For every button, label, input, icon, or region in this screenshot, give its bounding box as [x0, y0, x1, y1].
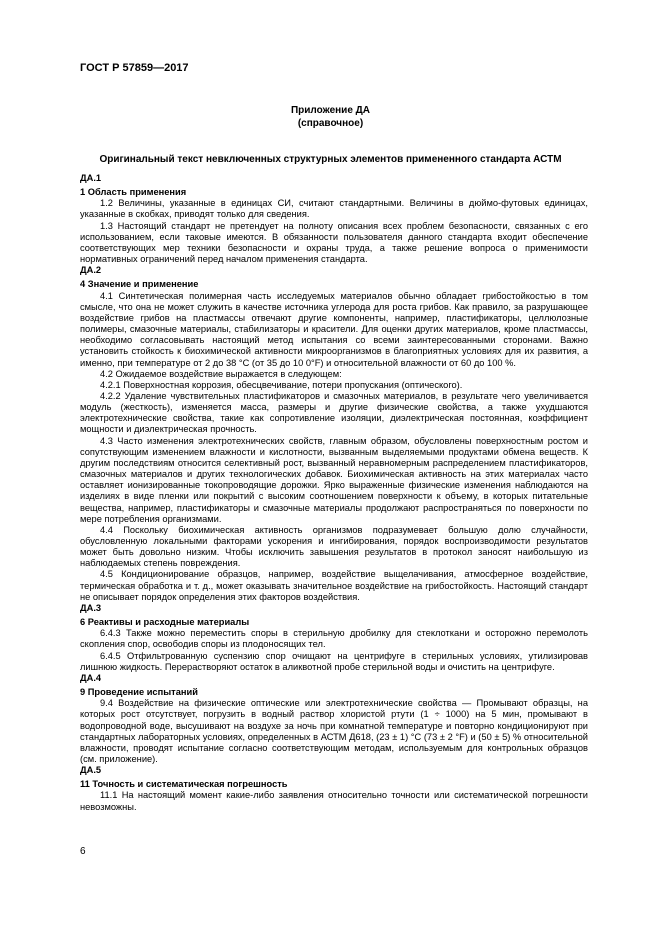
- section: [80, 173, 588, 265]
- section: [80, 603, 588, 673]
- section: [80, 765, 588, 813]
- section: [80, 265, 588, 603]
- clause-heading: 11 Точность и систематическая погрешность: [80, 779, 288, 790]
- paragraph: 4.2.2 Удаление чувствительных пластификаторов и смазочных материалов, в результате чего увеличивается модуль (жесткость), изменяется масса, размеры и другие физические свойства, а также ухудшаются электротехнические свойства, такие как сопротивление изоляции, диэлектрическая постоянная, коэффициент мощности и диэлектрическая прочность.: [80, 390, 588, 435]
- section: [80, 673, 588, 765]
- paragraph: 4.2.1 Поверхностная коррозия, обесцвечивание, потери пропускания (оптического).: [100, 379, 463, 390]
- annex-note: (справочное): [297, 118, 364, 129]
- paragraph: 11.1 На настоящий момент какие-либо заявления относительно точности или систематической погрешности невозможны.: [80, 790, 588, 812]
- paragraph: 6.4.5 Отфильтрованную суспензию спор очищают на центрифуге в стерильных условиях, утилизировав лишнюю жидкость. Перерастворяют остаток в аликвотной пробе стерильной воды и очистить на центрифуге.: [80, 650, 588, 672]
- section-id: ДА.3: [80, 602, 102, 613]
- clause-heading: 6 Реактивы и расходные материалы: [80, 617, 250, 628]
- paragraph: 4.2 Ожидаемое воздействие выражается в следующем:: [100, 368, 342, 379]
- section-id: ДА.4: [80, 672, 102, 683]
- clause-heading: 1 Область применения: [80, 187, 187, 198]
- clause-heading: 9 Проведение испытаний: [80, 687, 198, 698]
- paragraph: 4.4 Поскольку биохимическая активность организмов подразумевает большую долю случайности, обусловленную локальными факторами ускорения и ингибирования, порядок воспроизводимости результатов может быть довольно низким. Чтобы исключить завышения результатов в протокол заносят наибольшую из наблюдаемых степень повреждения.: [80, 524, 588, 569]
- annex-title: Приложение ДА: [290, 105, 371, 116]
- paragraph: 4.1 Синтетическая полимерная часть исследуемых материалов обычно обладает грибостойкостью в том смысле, что она не может служить в качестве источника углерода для роста грибов. Как правило, за разрушающее воздействие грибов на пластмассы отвечают другие компоненты, например, пластификаторы, целлюлозные полимеры, смазочные материалы, стабилизаторы и красители. Для оценки других материалов, кроме пластмассы, необходимо согласовывать настоящий метод испытания со всеми заинтересованными сторонами. Важно установить стойкость к биохимической активности микроорганизмов в благоприятных условиях для их развития, а именно, при температуре от 2 до 38 °C (от 35 до 10 0°F) и относительной влажности от 60 до 100 %.: [80, 290, 588, 368]
- document-code: ГОСТ Р 57859—2017: [80, 62, 189, 74]
- page-number: 6: [80, 846, 86, 857]
- paragraph: 4.5 Кондиционирование образцов, например, воздействие выщелачивания, атмосферное воздействие, термическая обработка и т. д., может оказывать значительное воздействие на грибостойкость. Настоящий стандарт не описывает порядок определения этих факторов воздействия.: [80, 569, 588, 602]
- paragraph: 1.3 Настоящий стандарт не претендует на полноту описания всех проблем безопасности, связанных с его использованием, если таковые имеются. В обязанности пользователя данного стандарта входит обеспечение соответствующих мер техники безопасности и охраны труда, а также решение вопроса о применимости нормативных ограничений перед началом применения стандарта.: [80, 220, 588, 265]
- document-body: [80, 173, 588, 813]
- clause-heading: 4 Значение и применение: [80, 279, 199, 290]
- paragraph: 6.4.3 Также можно переместить споры в стерильную дробилку для стеклоткани и осторожно перемолоть скопления спор, освободив споры из плодоносящих тел.: [80, 628, 588, 650]
- section-id: ДА.1: [80, 173, 102, 183]
- section-id: ДА.5: [80, 765, 102, 776]
- section-id: ДА.2: [80, 265, 102, 276]
- paragraph: 1.2 Величины, указанные в единицах СИ, считают стандартными. Величины в дюймо-футовых единицах, указанные в скобках, приводят только для сведения.: [80, 198, 588, 220]
- document-title: Оригинальный текст невключенных структурных элементов примененного стандарта АСТМ: [99, 154, 562, 165]
- paragraph: 4.3 Часто изменения электротехнических свойств, главным образом, обусловлены поверхностным ростом и сопутствующим изменением влажности и кислотности, вызванным выделяемыми продуктами обмена веществ. К другим последствиям относится селективный рост, вызванный неравномерным распределением пластификаторов, смазочных материалов и других технологических добавок. Биохимическая активность на этих материалах часто оставляет ионизированные токопроводящие дорожки. Ярко выраженные физические изменения наблюдаются на изделиях в виде пленки или покрытий с высоким соотношением поверхности к объему, в которых питательные вещества, например, пластификаторы и смазочные материалы продолжают распространяться по поверхности по мере потребления организмами.: [80, 435, 588, 524]
- paragraph: 9.4 Воздействие на физические оптические или электротехнические свойства — Промывают образцы, на которых рост отсутствует, погрузить в водный раствор хлористой ртути (1 ÷ 1000) на 5 мин, промывают в водопроводной воде, высушивают на воздухе за ночь при комнатной температуре и повторно кондиционируют при стандартных лабораторных условиях, определенных в АСТМ Д618, (23 ± 1) °C (73 ± 2 °F) и (50 ± 5) % относительной влажности, проводят испытание согласно соответствующим методам, используемым для контрольных образцов (см. приложение).: [80, 698, 588, 764]
